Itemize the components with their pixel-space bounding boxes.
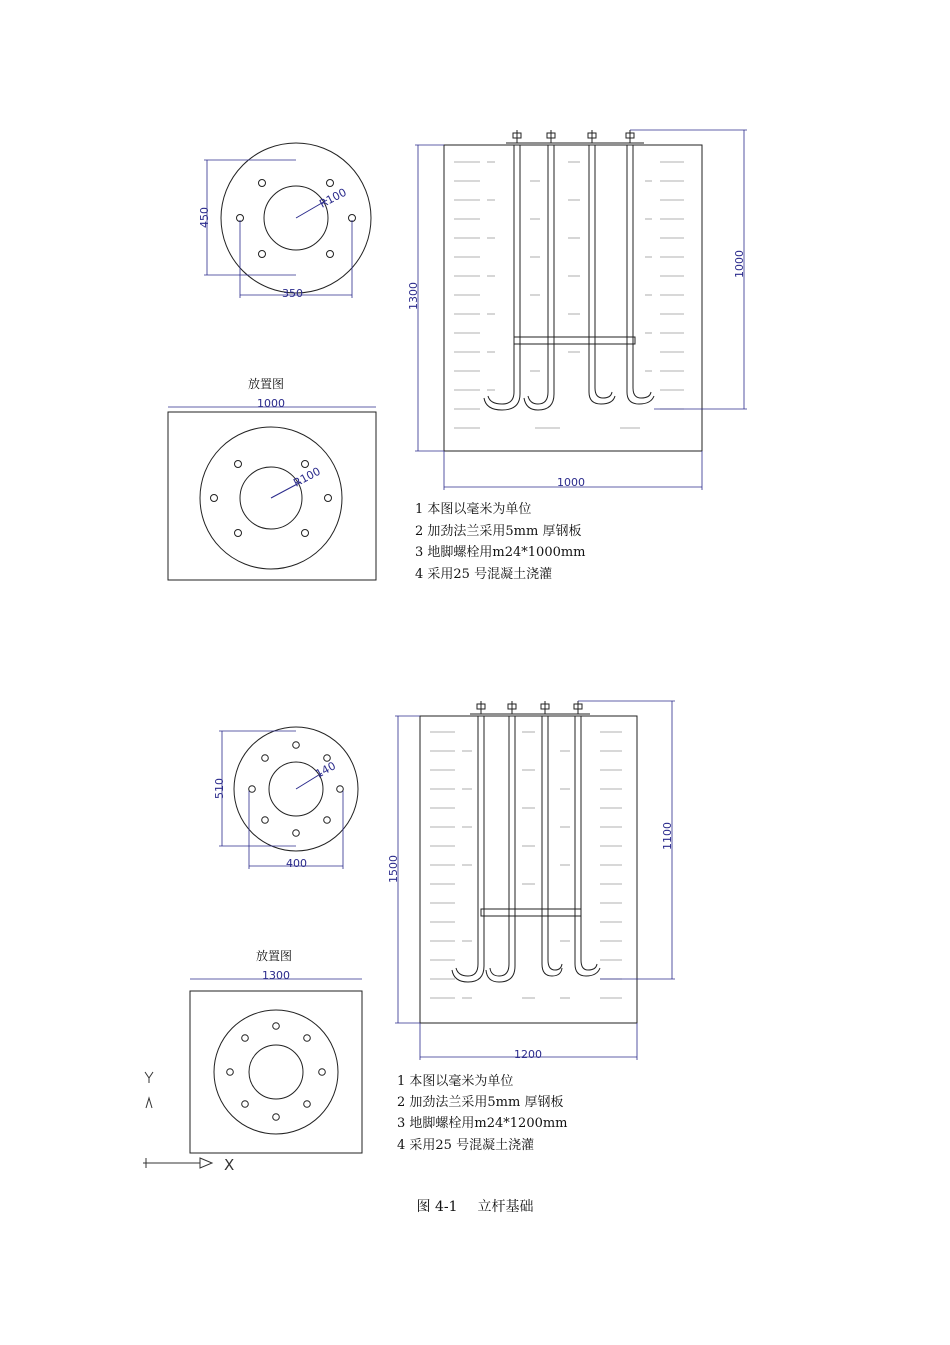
flange-height-dim-2: 510 <box>213 778 226 799</box>
flange-dims-2 <box>219 731 343 869</box>
note-1-3: 3 地脚螺栓用m24*1000mm <box>415 545 586 560</box>
section-dims-2 <box>395 701 675 1060</box>
section-width-dim-2: 1200 <box>514 1048 542 1061</box>
placement-plan-2 <box>190 979 362 1153</box>
foundation-section-2 <box>387 701 675 1061</box>
flange-span-dim-2: 400 <box>286 857 307 870</box>
bolt-length-dim-2: 1100 <box>661 822 674 850</box>
flange-radius-label-1: R100 <box>317 185 349 211</box>
section-height-dim-2: 1500 <box>387 855 400 883</box>
note-1-1: 1 本图以毫米为单位 <box>415 502 532 517</box>
figure-caption <box>0 1196 950 1216</box>
notes-2 <box>397 1073 568 1153</box>
section-width-dim-1: 1000 <box>557 476 585 489</box>
figure-1 <box>168 130 747 582</box>
placement-width-dim-2: 1300 <box>262 969 290 982</box>
placement-title-1: 放置图 <box>248 377 285 391</box>
axis-x-label: X <box>224 1156 235 1174</box>
placement-radius-label-1: R100 <box>291 464 323 490</box>
flange-radius-label-2: 140 <box>313 759 338 781</box>
flange-height-dim-1: 450 <box>198 207 211 228</box>
note-2-2: 2 加劲法兰采用5mm 厚钢板 <box>397 1095 564 1110</box>
flange-dims-1 <box>204 160 352 298</box>
placement-title-2: 放置图 <box>256 949 293 963</box>
note-2-4: 4 采用25 号混凝土浇灌 <box>397 1138 535 1153</box>
foundation-section-1 <box>407 130 747 490</box>
flange-plan-2 <box>234 727 358 851</box>
flange-plan-1 <box>221 143 371 293</box>
section-height-dim-1: 1300 <box>407 282 420 310</box>
placement-width-dim-1: 1000 <box>257 397 285 410</box>
note-2-1: 1 本图以毫米为单位 <box>397 1074 514 1089</box>
figure-title: 立杆基础 <box>477 1199 534 1215</box>
anchor-bolts-2 <box>452 701 600 982</box>
ucs-axis-icon <box>143 1072 212 1168</box>
anchor-bolts-1 <box>484 130 654 410</box>
note-1-2: 2 加劲法兰采用5mm 厚钢板 <box>415 524 582 539</box>
concrete-hatch-1 <box>454 162 684 428</box>
section-dims-1 <box>415 130 747 490</box>
concrete-hatch-2 <box>430 732 622 998</box>
figure-number: 图 4-1 <box>416 1199 458 1215</box>
placement-plan-1 <box>168 407 376 580</box>
note-1-4: 4 采用25 号混凝土浇灌 <box>415 567 553 582</box>
notes-1 <box>415 501 586 582</box>
bolt-length-dim-1: 1000 <box>733 250 746 278</box>
note-2-3: 3 地脚螺栓用m24*1200mm <box>397 1116 568 1131</box>
flange-span-dim-1: 350 <box>282 287 303 300</box>
figure-2 <box>143 701 675 1174</box>
